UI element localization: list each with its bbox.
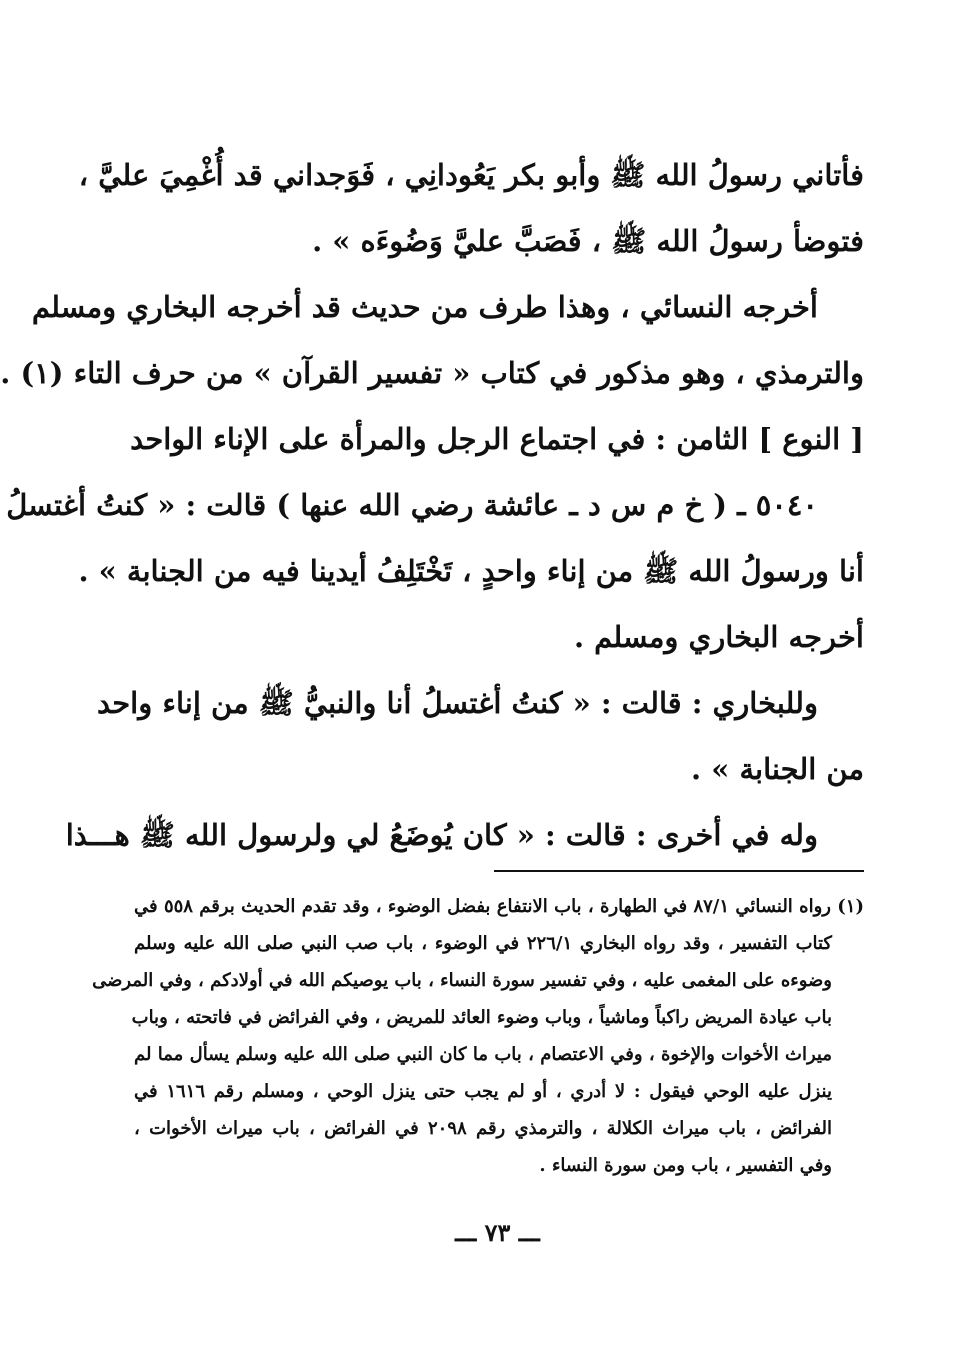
text-line-1: فأتاني رسولُ الله ﷺ وأبو بكر يَعُودانِي ، فَوَجداني قد أُغْمِيَ عليَّ ، bbox=[78, 158, 864, 192]
main-text-block bbox=[0, 142, 864, 868]
text-line-10: من الجنابة » . bbox=[691, 752, 864, 786]
footnote-line-1: (١) رواه النسائي ٨٧/١ في الطهارة ، باب الانتفاع بفضل الوضوء ، وقد تقدم الحديث برقم ٥٥٨ في bbox=[134, 896, 864, 917]
text-line-9: وللبخاري : قالت : « كنتُ أغتسلُ أنا والنبيُّ ﷺ من إناء واحد bbox=[97, 686, 818, 720]
page-number: ـــ ٧٣ ـــ bbox=[455, 1218, 540, 1247]
text-line-8: أخرجه البخاري ومسلم . bbox=[573, 620, 864, 654]
hadith-number-line: ٥٠٤٠ ـ ( خ م س د ـ عائشة رضي الله عنها ) قالت : « كنتُ أغتسلُ bbox=[6, 488, 818, 522]
footnote-line-8: وفي التفسير ، باب ومن سورة النساء . bbox=[539, 1155, 832, 1176]
footnotes-block bbox=[92, 888, 864, 1184]
footnote-line-3: وضوءه على المغمى عليه ، وفي تفسير سورة النساء ، باب يوصيكم الله في أولادكم ، وفي المرضى bbox=[92, 970, 832, 991]
footnote-line-7: الفرائض ، باب ميراث الكلالة ، والترمذي رقم ٢٠٩٨ في الفرائض ، باب ميراث الأخوات ، bbox=[134, 1118, 832, 1139]
footnote-line-5: ميراث الأخوات والإخوة ، وفي الاعتصام ، باب ما كان النبي صلى الله عليه وسلم يسأل مما لم bbox=[134, 1044, 832, 1065]
footnote-line-2: كتاب التفسير ، وقد رواه البخاري ٢٢٦/١ في الوضوء ، باب صب النبي صلى الله عليه وسلم bbox=[134, 933, 832, 954]
text-line-4: والترمذي ، وهو مذكور في كتاب « تفسير القرآن » من حرف التاء (١) . bbox=[0, 356, 864, 390]
footnote-line-6: ينزل عليه الوحي فيقول : لا أدري ، أو لم يجب حتى ينزل الوحي ، ومسلم رقم ١٦١٦ في bbox=[134, 1081, 833, 1102]
section-heading: [ النوع ] الثامن : في اجتماع الرجل والمرأة على الإناء الواحد bbox=[130, 422, 864, 456]
text-line-11: وله في أخرى : قالت : « كان يُوضَعُ لي ولرسول الله ﷺ هـــذا bbox=[65, 818, 818, 852]
footnote-line-4: باب عيادة المريض راكباً وماشياً ، وباب وضوء العائد للمريض ، وفي الفرائض في فاتحته ، وباب bbox=[131, 1007, 832, 1028]
text-line-2: فتوضأ رسولُ الله ﷺ ، فَصَبَّ عليَّ وَضُوءَه » . bbox=[312, 224, 864, 258]
text-line-3: أخرجه النسائي ، وهذا طرف من حديث قد أخرجه البخاري ومسلم bbox=[31, 290, 818, 324]
text-line-7: أنا ورسولُ الله ﷺ من إناء واحدٍ ، تَخْتَلِفُ أيدينا فيه من الجنابة » . bbox=[78, 554, 864, 588]
footnote-divider bbox=[494, 870, 864, 872]
